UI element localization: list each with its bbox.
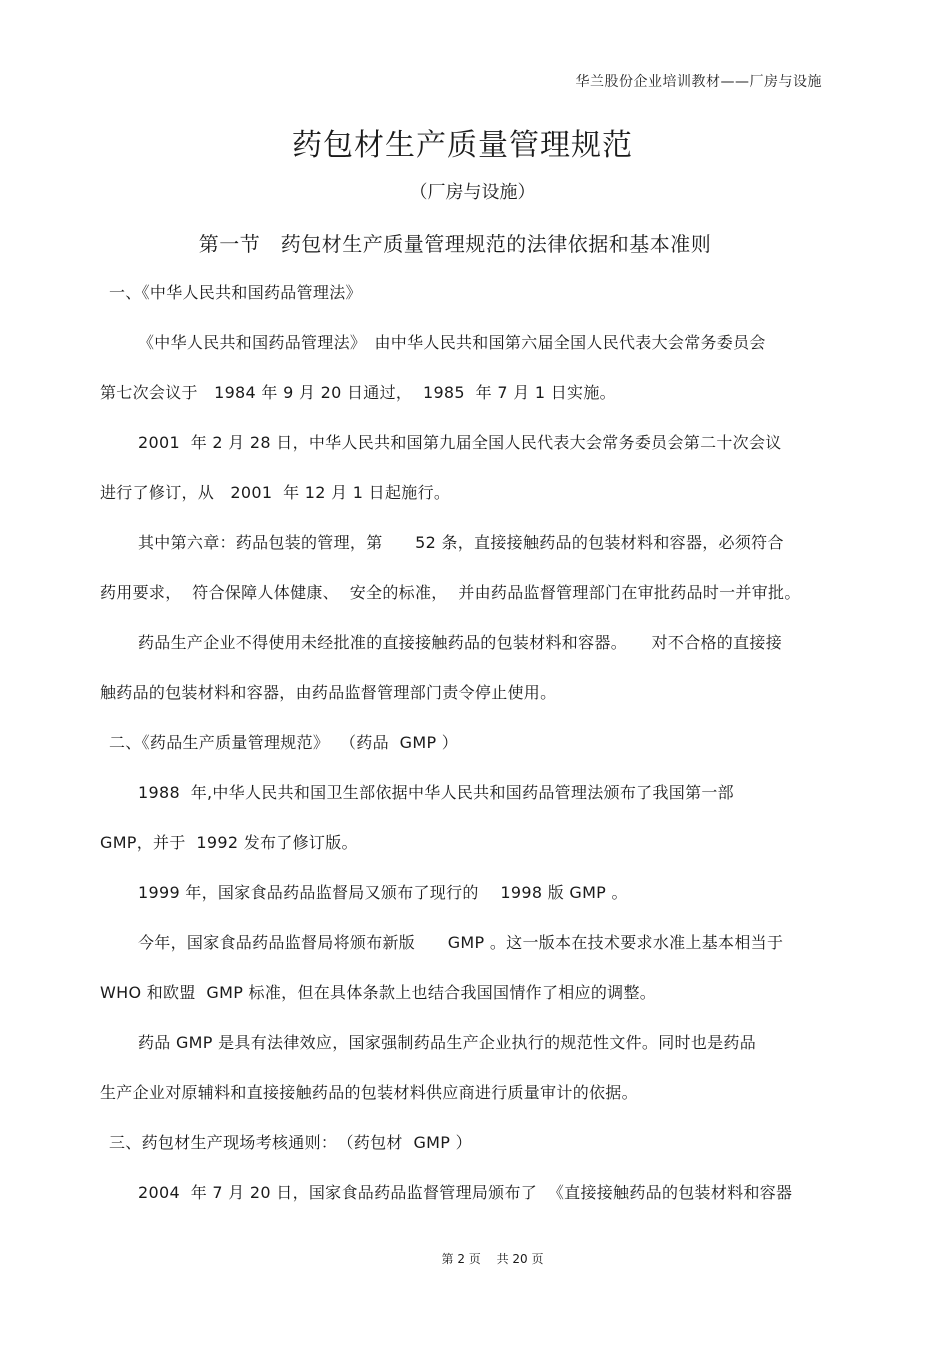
subheading-3: 三、药包材生产现场考核通则： （药包材 GMP ） bbox=[109, 1133, 472, 1152]
paragraph-line: 药品生产企业不得使用未经批准的直接接触药品的包装材料和容器。 对不合格的直接接 bbox=[138, 633, 783, 652]
paragraph-line: 2001 年 2 月 28 日，中华人民共和国第九届全国人民代表大会常务委员会第二十次会议 bbox=[138, 433, 782, 452]
paragraph-line: 2004 年 7 月 20 日，国家食品药品监督管理局颁布了 《直接接触药品的包装材料和容器 bbox=[138, 1183, 793, 1202]
paragraph-line: 今年，国家食品药品监督局将颁布新版 GMP 。这一版本在技术要求水准上基本相当于 bbox=[138, 933, 784, 952]
subheading-1: 一、《中华人民共和国药品管理法》 bbox=[109, 283, 362, 302]
page-number-footer: 第 2 页 共 20 页 bbox=[441, 1252, 544, 1266]
paragraph-line: 1999 年，国家食品药品监督局又颁布了现行的 1998 版 GMP 。 bbox=[138, 883, 628, 902]
paragraph-line: 1988 年,中华人民共和国卫生部依据中华人民共和国药品管理法颁布了我国第一部 bbox=[138, 783, 734, 802]
paragraph-line: 其中第六章：药品包装的管理，第 52 条，直接接触药品的包装材料和容器，必须符合 bbox=[138, 533, 784, 552]
paragraph-line: 药用要求， 符合保障人体健康、 安全的标准， 并由药品监督管理部门在审批药品时一并审批。 bbox=[100, 583, 801, 602]
document-title: 药包材生产质量管理规范 bbox=[292, 128, 633, 163]
document-subtitle: （厂房与设施） bbox=[409, 182, 536, 203]
section-heading: 第一节 药包材生产质量管理规范的法律依据和基本准则 bbox=[198, 232, 712, 256]
paragraph-line: 生产企业对原辅料和直接接触药品的包装材料供应商进行质量审计的依据。 bbox=[100, 1083, 638, 1102]
paragraph-line: WHO 和欧盟 GMP 标准，但在具体条款上也结合我国国情作了相应的调整。 bbox=[100, 983, 657, 1002]
paragraph-line: 药品 GMP 是具有法律效应，国家强制药品生产企业执行的规范性文件。同时也是药品 bbox=[138, 1033, 757, 1052]
paragraph-line: GMP，并于 1992 发布了修订版。 bbox=[100, 833, 358, 852]
paragraph-line: 《中华人民共和国药品管理法》 由中华人民共和国第六届全国人民代表大会常务委员会 bbox=[138, 333, 766, 352]
paragraph-line: 触药品的包装材料和容器，由药品监督管理部门责令停止使用。 bbox=[100, 683, 557, 702]
paragraph-line: 第七次会议于 1984 年 9 月 20 日通过， 1985 年 7 月 1 日实施。 bbox=[100, 383, 616, 402]
paragraph-line: 进行了修订，从 2001 年 12 月 1 日起施行。 bbox=[100, 483, 451, 502]
running-header: 华兰股份企业培训教材——厂房与设施 bbox=[575, 74, 822, 90]
subheading-2: 二、《药品生产质量管理规范》 （药品 GMP ） bbox=[109, 733, 459, 752]
